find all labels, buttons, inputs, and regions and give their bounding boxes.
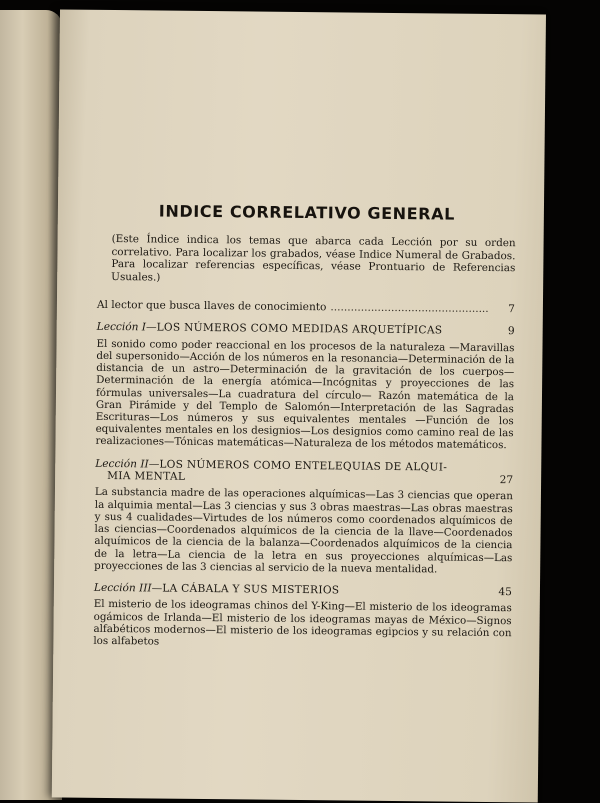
intro-note: (Este Índice indica los temas que abarca cada Lección por su orden correlativo. Para localizar los grabados, véase Indice Numeral de Grabados. Para localizar referencias específicas, véase Prontuario de Referencias Usuales.) [111,233,516,284]
lesson-description: El misterio de los ideogramas chinos del Y-King—El misterio de los ideogramas ogámicos de Irlanda—El misterio de los ideogramas mayas de México—Signos alfabéticos modernos—El misterio de los ideogramas egipcios y su relación con los alfabetos [93,598,512,648]
lesson-page-number: 27 [499,474,514,487]
toc-page-number: 7 [508,303,515,316]
page-title: INDICE CORRELATIVO GENERAL [158,201,456,224]
toc-entry-reader [97,299,515,316]
lesson-2 [94,458,513,577]
lesson-label: Lección III— [93,581,163,595]
dot-leader: ............................................... [330,301,489,315]
lesson-heading [97,321,491,338]
toc-entry-text: Al lector que busca llaves de conocimiento [96,298,327,314]
lesson-page-number: 45 [498,585,512,599]
lesson-description: El sonido como poder reaccional en los procesos de la naturaleza —Maravillas del supersonido—Acción de los números en la resonancia—Determinación de la distancia de un astro—Determinación de la gravitación de los cuerpos—Determinación de la energía atómica—Incógnitas y proyecciones de las fórmulas universales—La cuadratura del círculo— Razón matemática de la Gran Pirámide y del Templo de Salomón—Interpretación de las Sagradas Escrituras—Los números y sus equivalentes mentales —Función de los equivalentes mentales en los designios—Los designios como camino real de las realizaciones—Tónicas matemáticas—Naturaleza de los métodos matemáticos. [95,337,515,452]
lesson-title: LOS NÚMEROS COMO MEDIDAS ARQUETÍPICAS [156,321,443,337]
lesson-label: Lección I— [96,321,157,334]
book-page [52,9,546,802]
lesson-heading [94,582,488,599]
lesson-title: LOS NÚMEROS COMO ENTELEQUIAS DE ALQUI- [159,458,448,474]
lesson-title-row [97,321,515,338]
lesson-3 [93,582,512,652]
lesson-title-row [94,582,512,599]
lesson-label: Lección II— [95,457,160,471]
lesson-page-number: 9 [507,325,515,338]
lesson-1 [95,321,514,452]
lesson-title: LA CÁBALA Y SUS MISTERIOS [162,582,340,597]
lesson-description: La substancia madre de las operaciones alquímicas—Las 3 ciencias que operan la alquimia mental—Las 3 ciencias y sus 3 obras maestras—Las obras maestras y sus 4 cualidades—Virtudes de los números como coordenados alquímicos de las ciencias—Coordenados alquímicos de la ciencia de la llave—Coordenados alquímicos de la ciencia de la balanza—Coordenados alquímicos de la ciencia de la letra—La ciencia de la letra en sus proyecciones alquímicas—Las proyecciones de las 3 ciencias al servicio de la nueva mentalidad. [94,486,513,576]
lesson-title-continuation: MIA MENTAL [107,470,186,483]
page-content [93,201,516,651]
